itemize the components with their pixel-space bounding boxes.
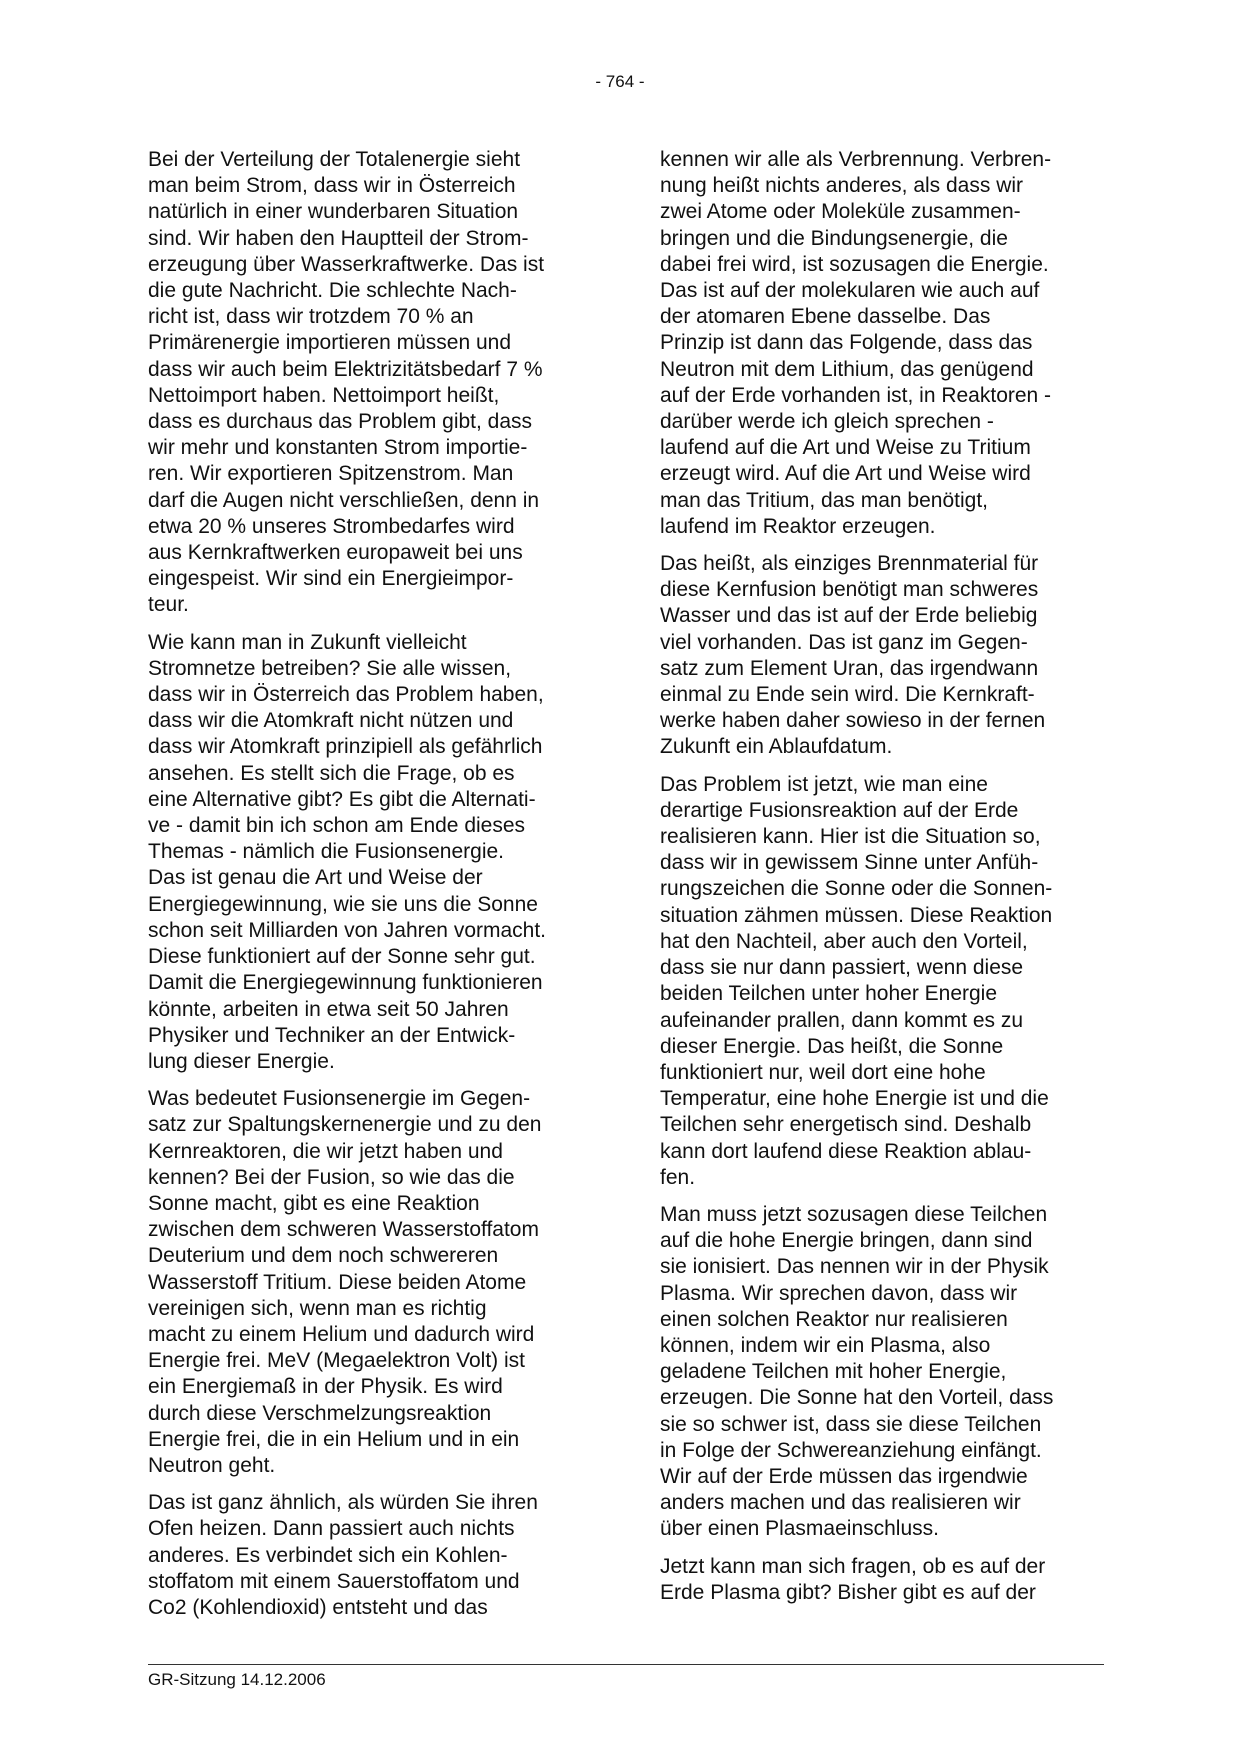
text-line: einmal zu Ende sein wird. Die Kernkraft- [660, 683, 1035, 707]
text-line: kennen wir alle als Verbrennung. Verbren- [660, 148, 1052, 171]
text-line: dass wir in gewissem Sinne unter Anfüh- [660, 851, 1039, 875]
text-line: derartige Fusionsreaktion auf der Erde [660, 798, 1019, 822]
text-line: dabei frei wird, ist sozusagen die Energie. [660, 252, 1049, 276]
text-line: aus Kernkraftwerken europaweit bei uns [148, 541, 523, 565]
text-line: laufend im Reaktor erzeugen. [660, 514, 936, 538]
text-line: beiden Teilchen unter hoher Energie [660, 982, 998, 1006]
text-line: Erde Plasma gibt? Bisher gibt es auf der [660, 1580, 1036, 1604]
text-line: Damit die Energiegewinnung funktionieren [148, 971, 543, 995]
text-line: Plasma. Wir sprechen davon, dass wir [660, 1281, 1018, 1305]
paragraph [148, 147, 593, 619]
text-line: erzeugt wird. Auf die Art und Weise wird [660, 462, 1031, 486]
text-line: aufeinander prallen, dann kommt es zu [660, 1008, 1024, 1032]
paragraph [660, 551, 1105, 761]
text-line: sind. Wir haben den Hauptteil der Strom- [148, 226, 529, 250]
text-line: Das heißt, als einziges Brennmaterial für [660, 552, 1039, 576]
text-line: dieser Energie. Das heißt, die Sonne [660, 1034, 1004, 1058]
text-line: in Folge der Schwereanziehung einfängt. [660, 1438, 1042, 1462]
text-line: Kernreaktoren, die wir jetzt haben und [148, 1139, 503, 1163]
text-line: situation zähmen müssen. Diese Reaktion [660, 903, 1053, 927]
text-line: macht zu einem Helium und dadurch wird [148, 1322, 535, 1346]
text-line: Man muss jetzt sozusagen diese Teilchen [660, 1202, 1048, 1226]
text-line: Wir auf der Erde müssen das irgendwie [660, 1464, 1028, 1488]
text-line: Nettoimport haben. Nettoimport heißt, [148, 383, 500, 407]
left-column [148, 147, 593, 1632]
text-line: Themas - nämlich die Fusionsenergie. [148, 840, 504, 864]
text-line: Das ist auf der molekularen wie auch auf [660, 279, 1040, 303]
text-line: teur. [148, 593, 189, 617]
text-line: eine Alternative gibt? Es gibt die Alternati- [148, 787, 536, 811]
text-line: Das Problem ist jetzt, wie man eine [660, 772, 988, 796]
text-line: über einen Plasmaeinschluss. [660, 1517, 939, 1541]
text-line: darf die Augen nicht verschließen, denn in [148, 488, 540, 512]
paragraph [660, 1202, 1105, 1543]
text-line: der atomaren Ebene dasselbe. Das [660, 305, 991, 329]
paragraph [148, 630, 593, 1075]
text-line: dass wir die Atomkraft nicht nützen und [148, 709, 514, 733]
page-number: - 764 - [595, 72, 645, 91]
text-line: ve - damit bin ich schon am Ende dieses [148, 814, 526, 838]
text-line: anders machen und das realisieren wir [660, 1491, 1021, 1515]
text-line: werke haben daher sowieso in der fernen [660, 709, 1046, 733]
text-line: sie ionisiert. Das nennen wir in der Physik [660, 1255, 1049, 1279]
text-line: ein Energiemaß in der Physik. Es wird [148, 1375, 503, 1399]
text-line: kennen? Bei der Fusion, so wie das die [148, 1165, 515, 1189]
text-line: realisieren kann. Hier ist die Situation so, [660, 825, 1041, 849]
text-line: Co2 (Kohlendioxid) entsteht und das [148, 1595, 488, 1619]
text-line: Was bedeutet Fusionsenergie im Gegen- [148, 1087, 531, 1111]
text-line: Energie frei. MeV (Megaelektron Volt) ist [148, 1349, 525, 1373]
text-line: Primärenergie importieren müssen und [148, 331, 511, 355]
text-line: hat den Nachteil, aber auch den Vorteil, [660, 929, 1028, 953]
text-line: sie so schwer ist, dass sie diese Teilchen [660, 1412, 1042, 1436]
text-line: dass wir auch beim Elektrizitätsbedarf 7 % [148, 357, 543, 381]
text-line: Neutron geht. [148, 1453, 276, 1477]
text-line: Das ist genau die Art und Weise der [148, 866, 483, 890]
paragraph [660, 772, 1105, 1191]
paragraph [660, 1554, 1105, 1606]
text-line: ren. Wir exportieren Spitzenstrom. Man [148, 462, 514, 486]
text-line: können, indem wir ein Plasma, also [660, 1333, 991, 1357]
text-line: einen solchen Reaktor nur realisieren [660, 1307, 1008, 1331]
text-line: diese Kernfusion benötigt man schweres [660, 578, 1039, 602]
text-line: schon seit Milliarden von Jahren vormacht. [148, 918, 547, 942]
text-line: auf der Erde vorhanden ist, in Reaktoren - [660, 383, 1052, 407]
text-line: wir mehr und konstanten Strom importie- [148, 436, 528, 460]
text-line: Energiegewinnung, wie sie uns die Sonne [148, 892, 538, 916]
text-line: dass es durchaus das Problem gibt, dass [148, 410, 533, 434]
text-line: eingespeist. Wir sind ein Energieimpor- [148, 567, 514, 591]
text-line: vereinigen sich, wenn man es richtig [148, 1296, 487, 1320]
paragraph [148, 1490, 593, 1621]
text-line: Physiker und Techniker an der Entwick- [148, 1023, 516, 1047]
text-line: lung dieser Energie. [148, 1049, 335, 1073]
text-line: Wie kann man in Zukunft vielleicht [148, 630, 467, 654]
text-line: Deuterium und dem noch schwereren [148, 1244, 499, 1268]
text-line: stoffatom mit einem Sauerstoffatom und [148, 1569, 520, 1593]
text-line: dass sie nur dann passiert, wenn diese [660, 956, 1024, 980]
text-line: funktioniert nur, weil dort eine hohe [660, 1060, 986, 1084]
footer-text: GR-Sitzung 14.12.2006 [148, 1670, 326, 1689]
text-line: zwischen dem schweren Wasserstoffatom [148, 1218, 539, 1242]
text-line: Bei der Verteilung der Totalenergie sieht [148, 148, 521, 171]
text-line: etwa 20 % unseres Strombedarfes wird [148, 514, 515, 538]
text-line: kann dort laufend diese Reaktion ablau- [660, 1139, 1032, 1163]
text-line: man beim Strom, dass wir in Österreich [148, 174, 516, 198]
text-line: Wasserstoff Tritium. Diese beiden Atome [148, 1270, 527, 1294]
text-line: erzeugen. Die Sonne hat den Vorteil, dass [660, 1386, 1054, 1410]
text-line: bringen und die Bindungsenergie, die [660, 226, 1008, 250]
footer-divider [148, 1664, 1104, 1665]
text-line: Das ist ganz ähnlich, als würden Sie ihren [148, 1491, 538, 1515]
text-line: fen. [660, 1165, 696, 1189]
text-line: ansehen. Es stellt sich die Frage, ob es [148, 761, 515, 785]
text-line: Diese funktioniert auf der Sonne sehr gut. [148, 945, 536, 969]
text-line: Ofen heizen. Dann passiert auch nichts [148, 1517, 515, 1541]
text-line: Zukunft ein Ablaufdatum. [660, 735, 893, 759]
text-line: satz zum Element Uran, das irgendwann [660, 656, 1039, 680]
text-line: Sonne macht, gibt es eine Reaktion [148, 1191, 480, 1215]
text-line: satz zur Spaltungskernenergie und zu den [148, 1113, 542, 1137]
text-line: Jetzt kann man sich fragen, ob es auf der [660, 1554, 1046, 1578]
text-line: Neutron mit dem Lithium, das genügend [660, 357, 1034, 381]
text-line: darüber werde ich gleich sprechen - [660, 410, 994, 434]
text-line: auf die hohe Energie bringen, dann sind [660, 1229, 1033, 1253]
paragraph [148, 1086, 593, 1479]
text-line: geladene Teilchen mit hoher Energie, [660, 1360, 1007, 1384]
text-line: dass wir in Österreich das Problem haben, [148, 683, 544, 707]
text-line: Wasser und das ist auf der Erde beliebig [660, 604, 1038, 628]
text-line: viel vorhanden. Das ist ganz im Gegen- [660, 630, 1028, 654]
text-line: natürlich in einer wunderbaren Situation [148, 200, 519, 224]
paragraph [660, 147, 1105, 540]
text-line: die gute Nachricht. Die schlechte Nach- [148, 279, 517, 303]
text-line: Temperatur, eine hohe Energie ist und die [660, 1087, 1049, 1111]
text-line: Stromnetze betreiben? Sie alle wissen, [148, 656, 512, 680]
text-line: Energie frei, die in ein Helium und in ein [148, 1427, 520, 1451]
right-column [660, 147, 1105, 1617]
text-line: nung heißt nichts anderes, als dass wir [660, 174, 1024, 198]
text-line: könnte, arbeiten in etwa seit 50 Jahren [148, 997, 509, 1021]
text-line: man das Tritium, das man benötigt, [660, 488, 988, 512]
text-line: dass wir Atomkraft prinzipiell als gefährlich [148, 735, 543, 759]
text-line: laufend auf die Art und Weise zu Tritium [660, 436, 1031, 460]
text-line: erzeugung über Wasserkraftwerke. Das ist [148, 252, 545, 276]
text-line: richt ist, dass wir trotzdem 70 % an [148, 305, 474, 329]
text-line: rungszeichen die Sonne oder die Sonnen- [660, 877, 1053, 901]
text-line: anderes. Es verbindet sich ein Kohlen- [148, 1543, 508, 1567]
text-line: zwei Atome oder Moleküle zusammen- [660, 200, 1021, 224]
text-line: Teilchen sehr energetisch sind. Deshalb [660, 1113, 1032, 1137]
text-line: Prinzip ist dann das Folgende, dass das [660, 331, 1033, 355]
text-line: durch diese Verschmelzungsreaktion [148, 1401, 492, 1425]
